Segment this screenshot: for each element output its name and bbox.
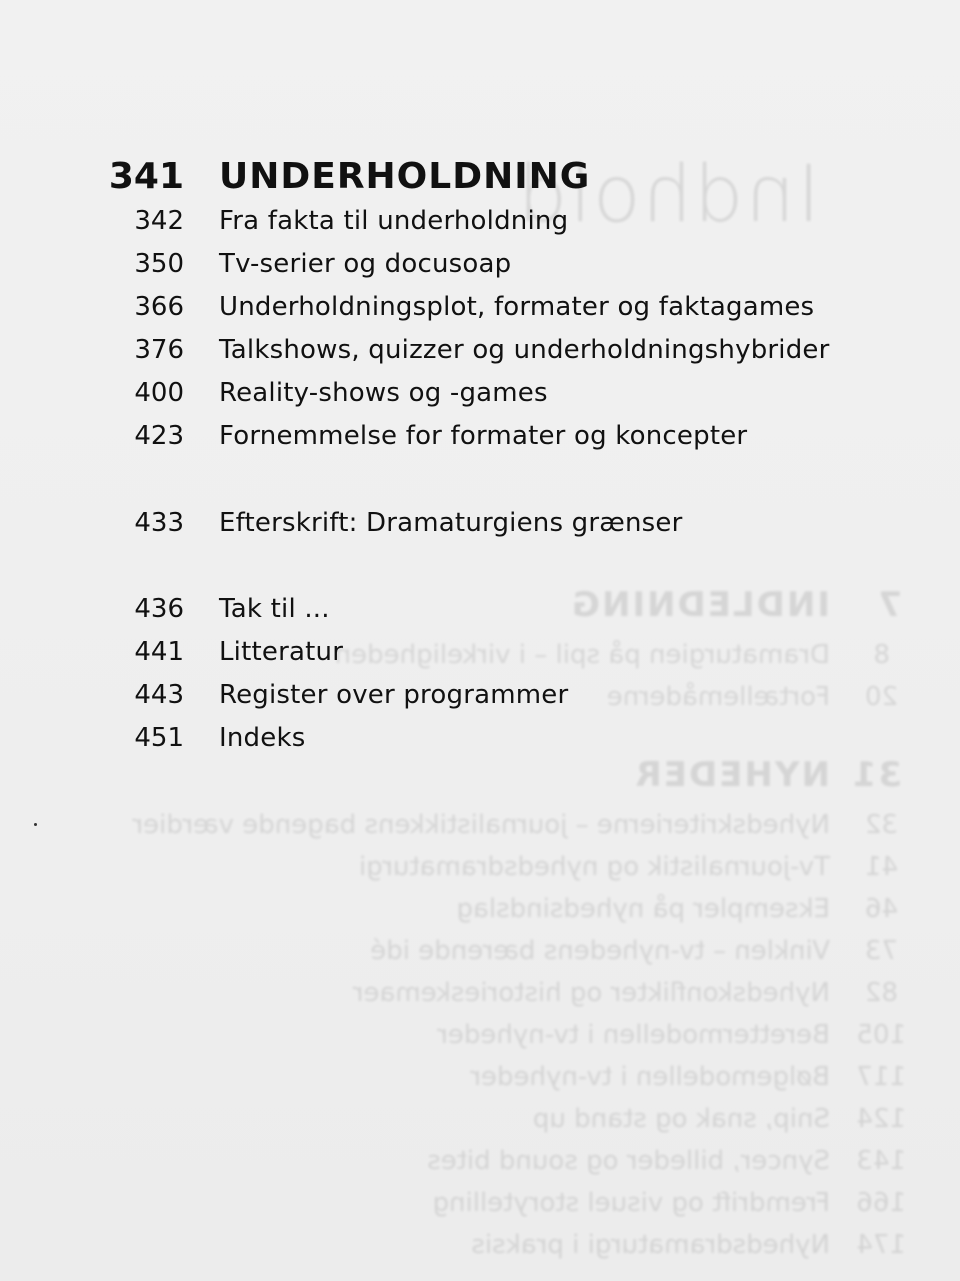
- toc-entry: [0, 723, 960, 763]
- ghost-entry-page: 174: [856, 1230, 906, 1260]
- ghost-heading-title: INDLEDNING: [570, 585, 830, 625]
- ghost-entry-page: 20: [864, 682, 898, 712]
- paper-speck: [34, 823, 37, 826]
- ghost-entry-title: Berettermodellen i tv-nyheder: [437, 1020, 830, 1050]
- section-title: UNDERHOLDNING: [219, 156, 591, 197]
- ghost-entry-title: Syncer, billeder og sound bites: [427, 1146, 830, 1176]
- ghost-entry-title: Dramaturgien på spil – i virkeligheden: [334, 640, 830, 670]
- entry-title: Litteratur: [219, 637, 344, 667]
- ghost-entry-title: Tv-journalistik og nyhedsdramaturgi: [358, 852, 830, 882]
- toc-section-heading: [0, 156, 960, 196]
- ghost-entry-page: 73: [864, 936, 898, 966]
- entry-page-number: 366: [134, 292, 184, 322]
- entry-title: Efterskrift: Dramaturgiens grænser: [219, 508, 683, 538]
- ghost-entry-page: 46: [864, 894, 898, 924]
- toc-entry: [0, 378, 960, 418]
- entry-page-number: 342: [134, 206, 184, 236]
- toc-entry: [0, 421, 960, 461]
- entry-page-number: 441: [134, 637, 184, 667]
- entry-title: Underholdningsplot, formater og faktagames: [219, 292, 815, 322]
- entry-title: Indeks: [219, 723, 306, 753]
- ghost-entry-title: Nyhedskonflikter og historieskemaer: [352, 978, 830, 1008]
- entry-page-number: 423: [134, 421, 184, 451]
- ghost-heading-title: NYHEDER: [633, 755, 830, 795]
- ghost-entry-title: Fremdrift og visuel storytelling: [432, 1188, 830, 1218]
- ghost-entry-page: 105: [856, 1020, 906, 1050]
- ghost-entry-title: Bølgemodellen i tv-nyheder: [470, 1062, 830, 1092]
- ghost-entry-page: 32: [864, 810, 898, 840]
- ghost-entry-title: Eksempler på nyhedsindslag: [456, 894, 830, 924]
- entry-title: Reality-shows og -games: [219, 378, 548, 408]
- toc-entry: [0, 335, 960, 375]
- ghost-entry-title: Nyhedskriterierne – journalistikkens bagende værdier: [132, 810, 830, 840]
- ghost-entry-page: 143: [856, 1146, 906, 1176]
- entry-title: Tv-serier og docusoap: [219, 249, 512, 279]
- entry-page-number: 376: [134, 335, 184, 365]
- entry-title: Tak til ...: [219, 594, 330, 624]
- entry-page-number: 400: [134, 378, 184, 408]
- ghost-entry-title: Nyhedsdramaturgi i praksis: [471, 1230, 830, 1260]
- ghost-entry-page: 82: [864, 978, 898, 1008]
- entry-title: Talkshows, quizzer og underholdningshybrider: [219, 335, 830, 365]
- ghost-entry-page: 117: [856, 1062, 906, 1092]
- toc-entry: [0, 508, 960, 548]
- ghost-heading-number: 31: [850, 755, 902, 795]
- entry-page-number: 443: [134, 680, 184, 710]
- ghost-entry-title: Fortællemåderne: [606, 682, 830, 712]
- toc-entry: [0, 206, 960, 246]
- ghost-entry-page: 41: [864, 852, 898, 882]
- ghost-heading-number: 7: [876, 585, 902, 625]
- entry-page-number: 433: [134, 508, 184, 538]
- toc-entry: [0, 637, 960, 677]
- entry-page-number: 451: [134, 723, 184, 753]
- toc-entry: [0, 249, 960, 289]
- entry-page-number: 350: [134, 249, 184, 279]
- ghost-entry-title: Vinklen – tv-nyhedens bærende idé: [370, 936, 830, 966]
- entry-title: Fornemmelse for formater og koncepter: [219, 421, 748, 451]
- toc-entry: [0, 292, 960, 332]
- entry-title: Fra fakta til underholdning: [219, 206, 569, 236]
- ghost-entry-page: 166: [856, 1188, 906, 1218]
- toc-entry: [0, 594, 960, 634]
- entry-page-number: 436: [134, 594, 184, 624]
- entry-title: Register over programmer: [219, 680, 569, 710]
- ghost-entry-page: 124: [856, 1104, 906, 1134]
- ghost-entry-title: Snip, snak og stand up: [532, 1104, 830, 1134]
- ghost-page-title: Indhold: [515, 150, 820, 240]
- ghost-entry-page: 8: [873, 640, 890, 670]
- section-page-number: 341: [108, 156, 184, 197]
- toc-entry: [0, 680, 960, 720]
